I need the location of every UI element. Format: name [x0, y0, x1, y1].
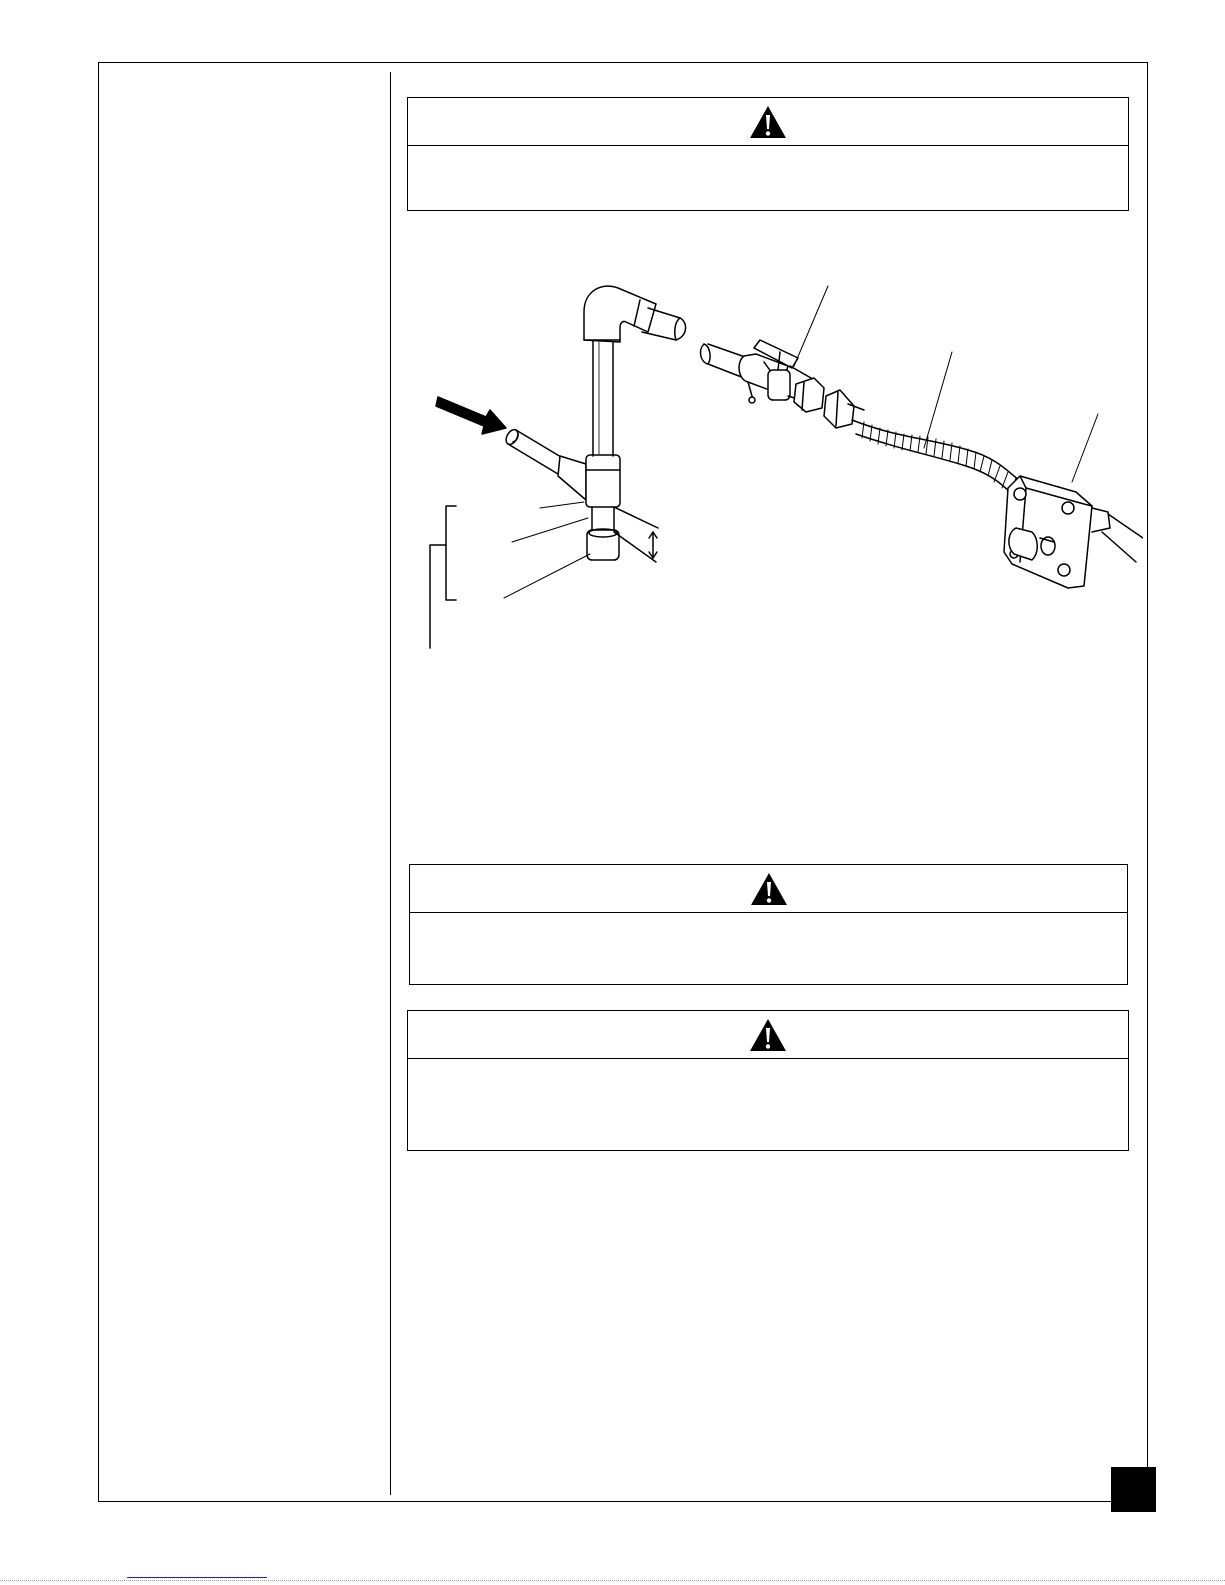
footer-link-underline[interactable]: [127, 1577, 267, 1578]
warning-triangle-icon: [748, 1017, 788, 1053]
dimension-marker: [614, 507, 658, 562]
control-valve-inlet: [1004, 476, 1143, 588]
flexible-gas-hose: [852, 420, 1034, 504]
warning-box-3: [407, 1010, 1129, 1151]
warning-box-2: [409, 864, 1128, 985]
warning-header: [408, 98, 1128, 146]
leader-lines-right: [794, 286, 1098, 482]
tee-fitting: [558, 455, 620, 507]
pipe-elbow: [584, 286, 656, 342]
warning-box-1: [407, 97, 1129, 211]
riser-pipe: [593, 340, 613, 456]
inlet-pipe: [504, 428, 566, 474]
leader-lines-left: [504, 502, 590, 598]
gas-connection-diagram: [408, 270, 1143, 660]
warning-triangle-icon: [749, 871, 789, 907]
page-boundary-line: [0, 1580, 1225, 1581]
warning-header: [410, 865, 1127, 913]
page-number-tab: [1111, 1467, 1156, 1512]
sediment-trap-cap: [587, 529, 619, 560]
grouping-brackets: [430, 506, 456, 648]
column-divider: [390, 72, 391, 1495]
gas-flow-arrow-icon: [436, 397, 506, 434]
warning-header: [408, 1011, 1128, 1059]
warning-triangle-icon: [748, 104, 788, 140]
